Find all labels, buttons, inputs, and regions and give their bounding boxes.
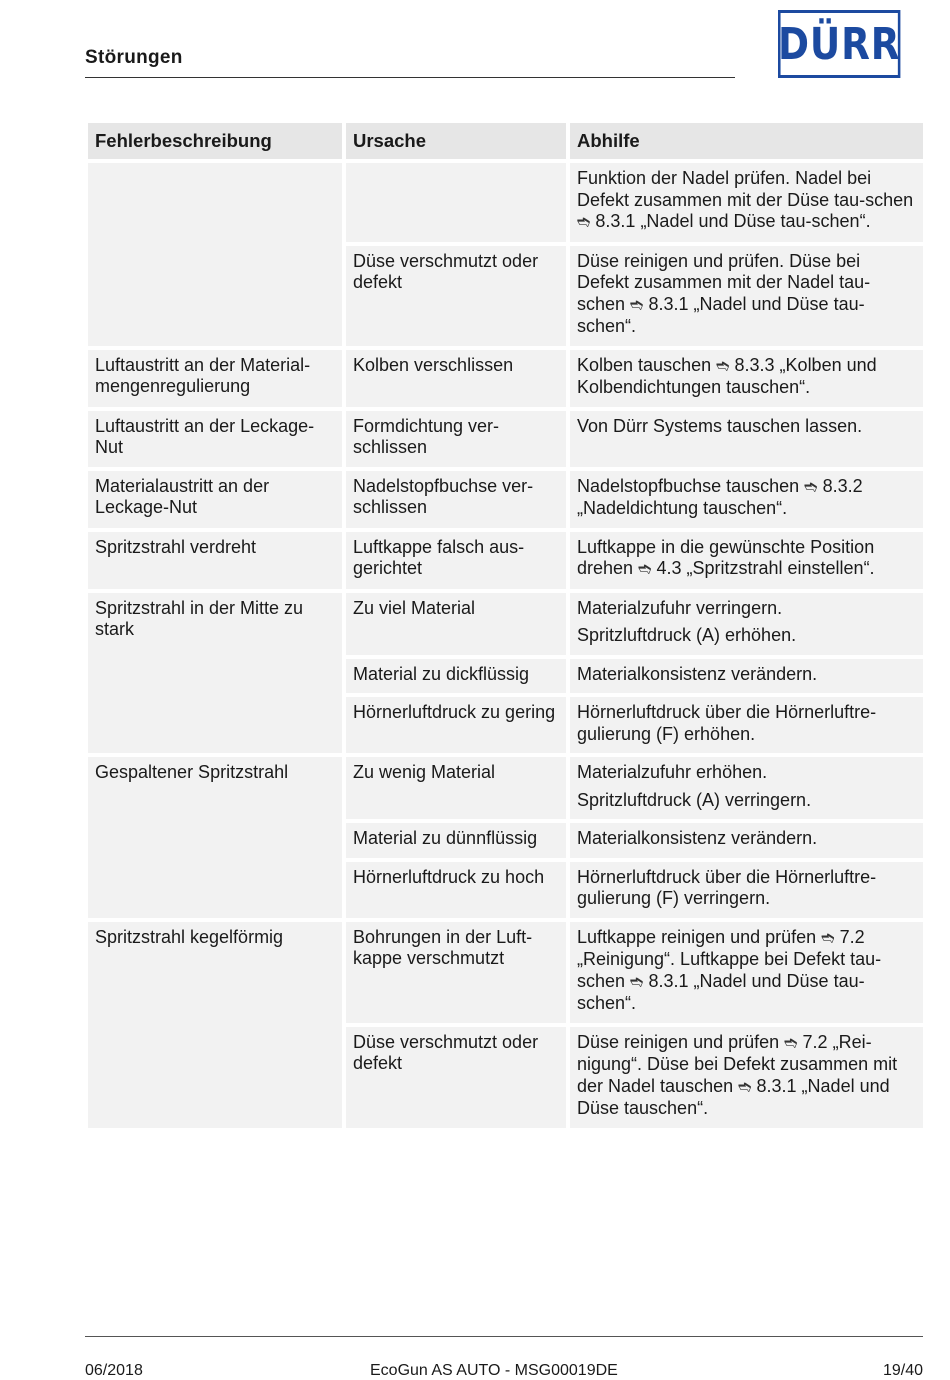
- remedy-cell: Düse reinigen und prüfen ➬ 7.2 „Rei-nigung“. Düse bei Defekt zusammen mit der Nadel tauschen ➬ 8.3.1 „Nadel und Düse tauschen“.: [570, 1027, 923, 1128]
- remedy-cell: Hörnerluftdruck über die Hörnerluftre-gulierung (F) verringern.: [570, 862, 923, 918]
- table-row: [88, 350, 923, 407]
- table-row: [88, 593, 923, 655]
- cross-reference-arrow-icon: ➬: [716, 357, 730, 375]
- table-row: [88, 411, 923, 467]
- troubleshooting-table: [84, 119, 927, 1132]
- fault-cell: Luftaustritt an der Material-mengenregulierung: [88, 350, 342, 407]
- section-title: Störungen: [85, 47, 183, 68]
- cross-reference-arrow-icon: ➬: [630, 973, 644, 991]
- cause-cell: Zu wenig Material: [346, 757, 566, 819]
- fault-cell: Spritzstrahl in der Mitte zu stark: [88, 593, 342, 754]
- cause-cell: Düse verschmutzt oder defekt: [346, 1027, 566, 1128]
- table-row: [88, 532, 923, 589]
- cause-cell: Kolben verschlissen: [346, 350, 566, 407]
- fault-cell: Luftaustritt an der Leckage-Nut: [88, 411, 342, 467]
- header-divider: [85, 77, 735, 78]
- remedy-cell: Materialzufuhr verringern. Spritzluftdruck (A) erhöhen.: [570, 593, 923, 655]
- logo-text: DÜRR: [778, 18, 901, 70]
- cause-cell: Material zu dickflüssig: [346, 659, 566, 694]
- remedy-cell: Materialzufuhr erhöhen. Spritzluftdruck (A) verringern.: [570, 757, 923, 819]
- cross-reference-arrow-icon: ➬: [784, 1034, 798, 1052]
- footer-document-id: EcoGun AS AUTO - MSG00019DE: [370, 1362, 618, 1379]
- remedy-cell: Materialkonsistenz verändern.: [570, 659, 923, 694]
- remedy-cell: Nadelstopfbuchse tauschen ➬ 8.3.2 „Nadeldichtung tauschen“.: [570, 471, 923, 528]
- cross-reference-arrow-icon: ➬: [577, 214, 591, 231]
- table-row: [88, 757, 923, 819]
- cause-cell: Nadelstopfbuchse ver-schlissen: [346, 471, 566, 528]
- column-header-fault: Fehlerbeschreibung: [88, 123, 342, 159]
- fault-cell: Gespaltener Spritzstrahl: [88, 757, 342, 918]
- cause-cell: [346, 163, 566, 242]
- column-header-remedy: Abhilfe: [570, 123, 923, 159]
- cross-reference-arrow-icon: ➬: [638, 561, 652, 578]
- cause-cell: Zu viel Material: [346, 593, 566, 655]
- footer-page-number: 19/40: [882, 1362, 923, 1379]
- duerr-logo: [778, 10, 900, 78]
- cross-reference-arrow-icon: ➬: [821, 929, 835, 947]
- remedy-cell: Kolben tauschen ➬ 8.3.3 „Kolben und Kolbendichtungen tauschen“.: [570, 350, 923, 407]
- remedy-cell: Luftkappe in die gewünschte Position drehen ➬ 4.3 „Spritzstrahl einstellen“.: [570, 532, 923, 589]
- table-header-row: [88, 123, 923, 159]
- cause-cell: Hörnerluftdruck zu hoch: [346, 862, 566, 918]
- table-row: [88, 922, 923, 1023]
- remedy-cell: Hörnerluftdruck über die Hörnerluftre-gulierung (F) erhöhen.: [570, 697, 923, 753]
- column-header-cause: Ursache: [346, 123, 566, 159]
- remedy-cell: Von Dürr Systems tauschen lassen.: [570, 411, 923, 467]
- fault-cell: Spritzstrahl verdreht: [88, 532, 342, 589]
- cross-reference-arrow-icon: ➬: [804, 478, 818, 496]
- remedy-cell: Luftkappe reinigen und prüfen ➬ 7.2 „Reinigung“. Luftkappe bei Defekt tau-schen ➬ 8.3.1 „Nadel und Düse tau-schen“.: [570, 922, 923, 1023]
- remedy-cell: Funktion der Nadel prüfen. Nadel bei Defekt zusammen mit der Düse tau-schen ➬ 8.3.1 „Nadel und Düse tau-schen“.: [570, 163, 923, 242]
- cause-cell: Düse verschmutzt oder defekt: [346, 246, 566, 346]
- cause-cell: Luftkappe falsch aus-gerichtet: [346, 532, 566, 589]
- fault-cell: [88, 163, 342, 346]
- cause-cell: Hörnerluftdruck zu gering: [346, 697, 566, 753]
- cross-reference-arrow-icon: ➬: [738, 1078, 752, 1096]
- footer-date: 06/2018: [85, 1362, 143, 1379]
- table-row: [88, 163, 923, 242]
- table-row: [88, 471, 923, 528]
- cross-reference-arrow-icon: ➬: [630, 296, 644, 314]
- remedy-cell: Düse reinigen und prüfen. Düse bei Defekt zusammen mit der Nadel tau-schen ➬ 8.3.1 „Nadel und Düse tau-schen“.: [570, 246, 923, 346]
- cause-cell: Material zu dünnflüssig: [346, 823, 566, 858]
- footer-divider: [85, 1336, 923, 1337]
- fault-cell: Materialaustritt an der Leckage-Nut: [88, 471, 342, 528]
- cause-cell: Bohrungen in der Luft-kappe verschmutzt: [346, 922, 566, 1023]
- remedy-cell: Materialkonsistenz verändern.: [570, 823, 923, 858]
- fault-cell: Spritzstrahl kegelförmig: [88, 922, 342, 1128]
- cause-cell: Formdichtung ver-schlissen: [346, 411, 566, 467]
